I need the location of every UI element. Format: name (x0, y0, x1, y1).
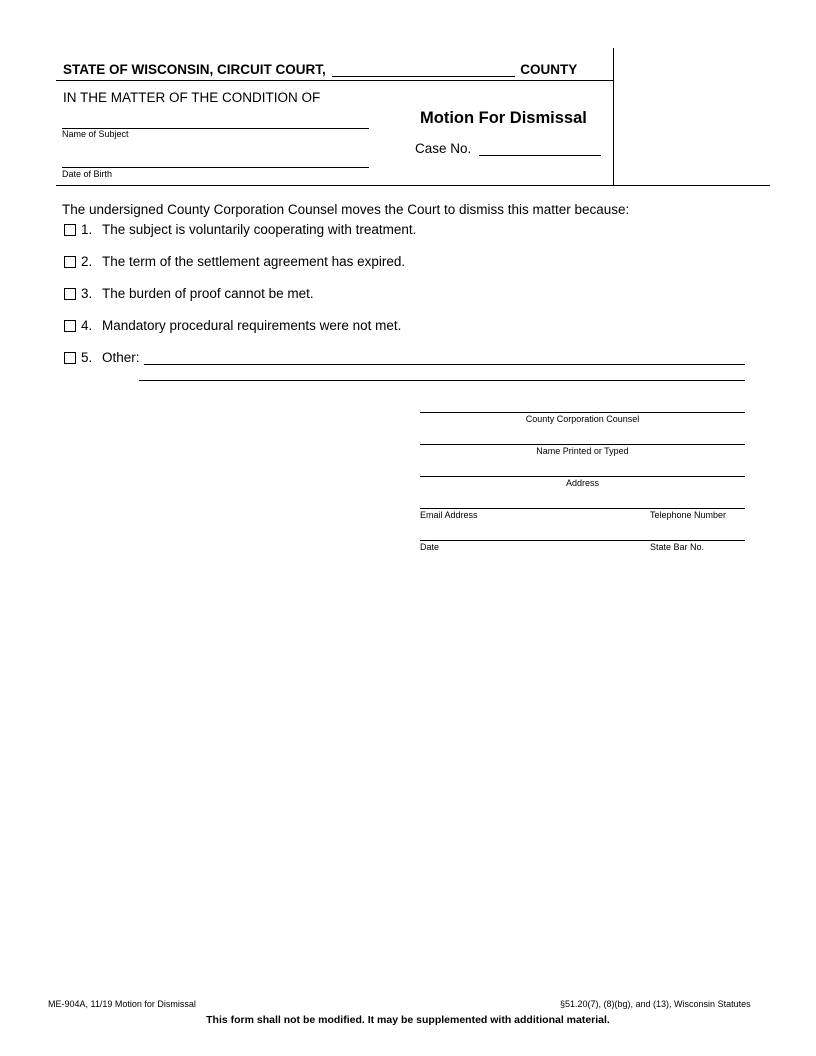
form-id: ME-904A, 11/19 Motion for Dismissal (48, 999, 196, 1009)
date-label: Date (420, 542, 440, 552)
option-text: Other: (102, 350, 140, 365)
name-of-subject-label: Name of Subject (62, 129, 129, 139)
address-label: Address (565, 478, 600, 488)
checkbox[interactable] (64, 352, 76, 364)
other-reason-line-1[interactable] (144, 364, 745, 365)
modification-notice: This form shall not be modified. It may be supplemented with additional material. (206, 1014, 610, 1026)
option-number: 1. (81, 222, 93, 237)
date-bar-line[interactable] (420, 540, 745, 541)
counsel-label: County Corporation Counsel (525, 414, 640, 424)
counsel-signature-line[interactable] (420, 412, 745, 413)
option-text: The term of the settlement agreement has expired. (102, 254, 406, 269)
other-reason-line-2[interactable] (139, 380, 745, 381)
motion-intro: The undersigned County Corporation Counsel moves the Court to dismiss this matter because: (62, 202, 630, 217)
matter-label: IN THE MATTER OF THE CONDITION OF (63, 90, 321, 105)
form-title: Motion For Dismissal (420, 109, 587, 127)
checkbox[interactable] (64, 256, 76, 268)
checkbox[interactable] (64, 224, 76, 236)
court-prefix: STATE OF WISCONSIN, CIRCUIT COURT, (63, 62, 326, 77)
county-name-field[interactable] (332, 62, 515, 77)
name-printed-line[interactable] (420, 444, 745, 445)
caption-header-rule (56, 80, 613, 81)
option-text: The subject is voluntarily cooperating with treatment. (102, 222, 417, 237)
checkbox[interactable] (64, 288, 76, 300)
email-telephone-line[interactable] (420, 508, 745, 509)
county-label: COUNTY (520, 62, 578, 77)
caption-vertical-divider (613, 48, 614, 185)
court-heading (63, 62, 577, 77)
option-number: 3. (81, 286, 93, 301)
checkbox[interactable] (64, 320, 76, 332)
option-text: The burden of proof cannot be met. (102, 286, 314, 301)
statutes-reference: §51.20(7), (8)(bg), and (13), Wisconsin Statutes (560, 999, 751, 1009)
option-number: 4. (81, 318, 93, 333)
case-no-label: Case No. (415, 141, 472, 156)
option-text: Mandatory procedural requirements were not met. (102, 318, 402, 333)
option-number: 5. (81, 350, 93, 365)
option-number: 2. (81, 254, 93, 269)
telephone-label: Telephone Number (650, 510, 727, 520)
state-bar-label: State Bar No. (650, 542, 705, 552)
date-of-birth-field[interactable] (62, 167, 369, 168)
case-number (415, 141, 601, 156)
case-no-field[interactable] (479, 141, 601, 156)
caption-bottom-rule (56, 185, 770, 186)
date-of-birth-label: Date of Birth (62, 169, 113, 179)
email-label: Email Address (420, 510, 478, 520)
name-printed-label: Name Printed or Typed (536, 446, 629, 456)
address-line[interactable] (420, 476, 745, 477)
